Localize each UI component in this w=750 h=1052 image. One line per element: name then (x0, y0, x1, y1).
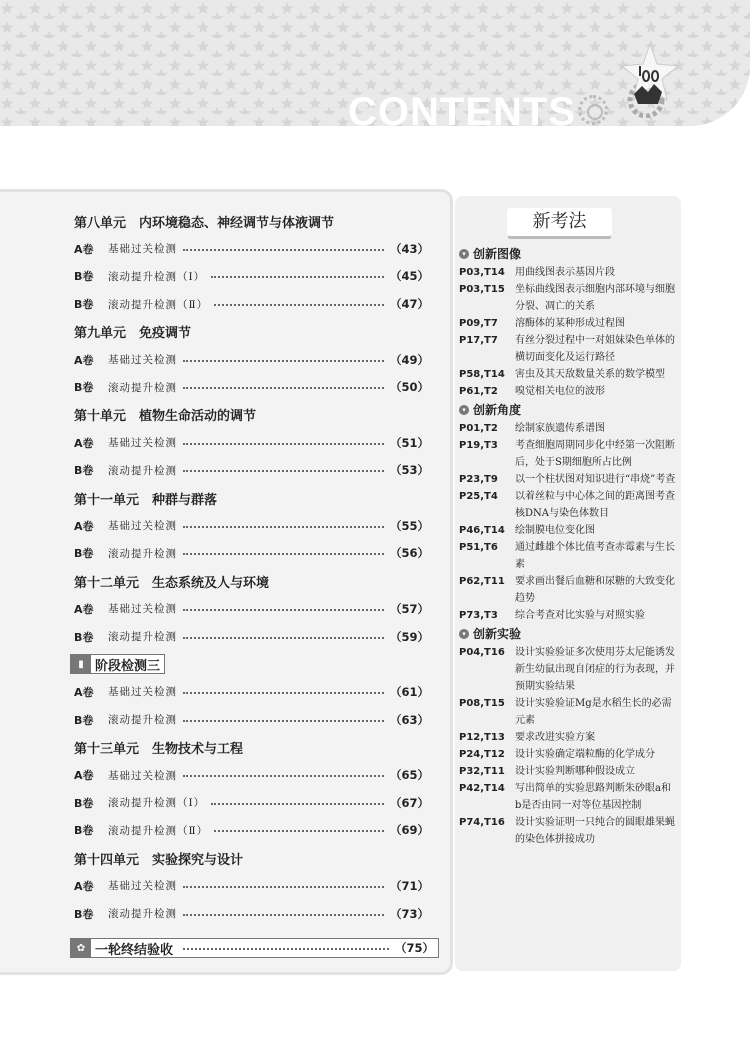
dot-leader (211, 276, 384, 278)
page-number: （49） (389, 352, 429, 367)
toc-entry[interactable] (74, 377, 429, 397)
dot-leader (183, 775, 384, 777)
page-number: （73） (389, 906, 429, 921)
category-heading (459, 244, 677, 264)
method-item (459, 607, 677, 624)
toc-entry[interactable] (74, 710, 429, 730)
method-item (459, 332, 677, 366)
dot-leader (211, 803, 384, 805)
question-description: 设计实验判断哪种假设成立 (515, 766, 635, 777)
dot-leader (183, 948, 389, 950)
question-description: 综合考查对比实验与对照实验 (515, 610, 645, 621)
paper-label: B卷 (74, 796, 94, 810)
method-item (459, 814, 677, 848)
paper-label: A卷 (74, 879, 94, 893)
toc-entry[interactable] (74, 460, 429, 480)
dot-leader (183, 637, 384, 639)
question-description: 溶酶体的某种形成过程图 (515, 318, 625, 329)
question-code: P25,T4 (459, 491, 498, 502)
method-item (459, 383, 677, 400)
dot-leader (183, 249, 384, 251)
page-number: （63） (389, 712, 429, 727)
new-methods-list (459, 244, 677, 848)
chevron-down-icon: ▾ (459, 629, 469, 639)
dot-leader (214, 304, 384, 306)
question-description: 以一个柱状图对知识进行“串烧”考查 (515, 474, 676, 485)
method-item (459, 729, 677, 746)
method-item (459, 488, 677, 522)
category-label: 创新角度 (473, 403, 522, 417)
paper-label: B卷 (74, 464, 94, 478)
method-item (459, 763, 677, 780)
entry-title: 滚动提升检测 (108, 908, 177, 920)
paper-label: A卷 (74, 436, 94, 450)
category-label: 创新图像 (473, 247, 522, 261)
question-code: P51,T6 (459, 542, 498, 553)
question-code: P17,T7 (459, 335, 498, 346)
toc-entry[interactable] (74, 682, 429, 702)
toc-entry[interactable] (74, 904, 429, 924)
question-code: P01,T2 (459, 423, 498, 434)
toc-entry[interactable] (74, 543, 429, 563)
page-number: （59） (389, 629, 429, 644)
page-number: （56） (389, 546, 429, 561)
stage-heading[interactable] (70, 654, 165, 674)
header-banner (0, 0, 750, 126)
dot-leader (183, 553, 384, 555)
question-description: 嗅觉相关电位的波形 (515, 386, 605, 397)
toc-entry[interactable] (74, 793, 429, 813)
question-code: P04,T16 (459, 647, 505, 658)
question-code: P24,T12 (459, 749, 505, 760)
page-number: （75） (394, 941, 434, 955)
entry-title: 基础过关检测 (108, 243, 177, 256)
paper-label: A卷 (74, 519, 94, 533)
method-item (459, 420, 677, 437)
question-description: 坐标曲线图表示细胞内部环境与细胞分裂、凋亡的关系 (515, 284, 675, 312)
page-number: （55） (389, 518, 429, 533)
entry-title: 滚动提升检测（Ⅰ） (108, 270, 206, 283)
new-methods-title: 新考法 (507, 208, 612, 236)
page-number: （57） (389, 601, 429, 616)
dot-leader (183, 360, 384, 362)
question-code: P46,T14 (459, 525, 505, 536)
question-code: P09,T7 (459, 318, 498, 329)
unit-heading[interactable]: 第八单元 内环境稳态、神经调节与体液调节 (74, 215, 335, 231)
page-number: （50） (389, 380, 429, 395)
question-description: 绘制膜电位变化图 (515, 525, 595, 536)
unit-heading[interactable]: 第十一单元 种群与群落 (74, 492, 218, 508)
paper-label: B卷 (74, 270, 94, 284)
entry-title: 基础过关检测 (108, 769, 177, 782)
toc-entry[interactable] (74, 820, 429, 840)
chevron-down-icon: ▾ (459, 405, 469, 415)
bar-chart-icon: ▮ (71, 655, 91, 673)
dot-leader (183, 526, 384, 528)
page-number: （71） (389, 878, 429, 893)
dot-leader (183, 720, 384, 722)
page-number: （51） (389, 435, 429, 450)
question-description: 要求改进实验方案 (515, 732, 595, 743)
toc-entry[interactable] (74, 294, 429, 314)
method-item (459, 315, 677, 332)
entry-title: 滚动提升检测 (108, 714, 177, 727)
paper-label: B卷 (74, 713, 94, 727)
entry-title: 滚动提升检测（Ⅱ） (108, 298, 209, 311)
dot-leader (183, 692, 384, 694)
entry-title: 滚动提升检测（Ⅱ） (108, 824, 209, 837)
question-description: 以着丝粒与中心体之间的距离图考查核DNA与染色体数目 (515, 491, 675, 519)
method-item (459, 539, 677, 573)
method-item (459, 366, 677, 383)
page-number: （67） (389, 795, 429, 810)
toc-entry[interactable] (74, 599, 429, 619)
toc-entry[interactable] (74, 765, 429, 785)
method-item (459, 573, 677, 607)
question-description: 设计实验确定端粒酶的化学成分 (515, 749, 655, 760)
question-description: 设计实验证明一只纯合的圆眼雄果蝇的染色体拼接成功 (515, 817, 675, 845)
unit-heading[interactable]: 第十四单元 实验探究与设计 (74, 852, 244, 868)
final-exam-label: 一轮终结验收 (95, 942, 174, 958)
entry-title: 基础过关检测 (108, 520, 177, 533)
dot-leader (214, 830, 384, 832)
entry-title: 滚动提升检测 (108, 464, 177, 477)
entry-title: 基础过关检测 (108, 354, 177, 366)
question-description: 通过雌雄个体比值考查赤霉素与生长素 (515, 542, 675, 570)
paper-label: B卷 (74, 547, 94, 561)
method-item (459, 746, 677, 763)
method-item (459, 281, 677, 315)
question-description: 用曲线图表示基因片段 (515, 267, 615, 278)
paper-label: A卷 (74, 685, 94, 699)
question-code: P58,T14 (459, 369, 505, 380)
question-code: P19,T3 (459, 440, 498, 451)
toc-entry[interactable] (74, 627, 429, 647)
toc-entry[interactable] (74, 516, 429, 536)
entry-title: 基础过关检测 (108, 603, 177, 616)
paper-label: A卷 (74, 242, 94, 256)
entry-title: 滚动提升检测 (108, 381, 177, 394)
paper-label: A卷 (74, 769, 94, 782)
question-code: P03,T14 (459, 267, 505, 278)
dot-leader (183, 609, 384, 611)
gear-icon: ✿ (71, 939, 91, 957)
toc-entry[interactable] (74, 350, 429, 370)
dot-leader (183, 470, 384, 472)
page-number: （61） (389, 684, 429, 699)
unit-heading[interactable]: 第十三单元 生物技术与工程 (74, 741, 244, 757)
question-code: P61,T2 (459, 386, 498, 397)
question-code: P03,T15 (459, 284, 505, 295)
unit-heading[interactable]: 第十单元 植物生命活动的调节 (74, 409, 257, 425)
question-description: 考查细胞周期同步化中经第一次阻断后，处于S期细胞所占比例 (515, 440, 675, 468)
paper-label: B卷 (74, 824, 94, 838)
entry-title: 滚动提升检测 (108, 547, 177, 560)
entry-title: 基础过关检测 (108, 437, 177, 450)
category-heading (459, 400, 677, 420)
entry-title: 基础过关检测 (108, 686, 177, 699)
question-description: 绘制家族遗传系谱图 (515, 423, 605, 434)
page-number: （45） (389, 269, 429, 284)
method-item (459, 780, 677, 814)
page-number: （65） (389, 768, 429, 782)
paper-label: B卷 (74, 907, 94, 921)
question-description: 有丝分裂过程中一对姐妹染色单体的横切面变化及运行路径 (515, 335, 675, 363)
question-code: P08,T15 (459, 698, 505, 709)
page-number: （69） (389, 823, 429, 838)
question-code: P32,T11 (459, 766, 505, 777)
page-number: （43） (389, 241, 429, 256)
question-code: P74,T16 (459, 817, 505, 828)
question-code: P62,T11 (459, 576, 505, 587)
question-code: P73,T3 (459, 610, 498, 621)
paper-label: A卷 (74, 353, 94, 367)
toc-entry[interactable] (74, 266, 429, 286)
contents-title: CONTENTS (348, 92, 576, 126)
paper-label: B卷 (74, 381, 94, 395)
method-item (459, 695, 677, 729)
stage-heading-label: 阶段检测三 (95, 658, 161, 674)
category-heading (459, 624, 677, 644)
question-code: P23,T9 (459, 474, 498, 485)
star-mascot-icon (620, 42, 680, 118)
dot-leader (183, 387, 384, 389)
question-description: 设计实验验证Mg是水稻生长的必需元素 (515, 698, 672, 726)
unit-heading[interactable]: 第九单元 免疫调节 (74, 326, 192, 342)
question-description: 要求画出餐后血糖和尿糖的大致变化趋势 (515, 576, 675, 604)
chevron-down-icon: ▾ (459, 249, 469, 259)
unit-heading[interactable]: 第十二单元 生态系统及人与环境 (74, 575, 270, 591)
dot-leader (183, 886, 384, 888)
new-methods-panel (455, 196, 681, 971)
final-exam-entry[interactable] (70, 938, 439, 958)
dot-leader (183, 443, 384, 445)
page-number: （47） (389, 297, 429, 312)
question-code: P12,T13 (459, 732, 505, 743)
question-code: P42,T14 (459, 783, 505, 794)
question-description: 害虫及其天敌数量关系的数学模型 (515, 369, 665, 380)
page-number: （53） (389, 463, 429, 478)
question-description: 设计实验验证多次使用芬太尼能诱发新生幼鼠出现自闭症的行为表现，并预期实验结果 (515, 647, 675, 692)
entry-title: 滚动提升检测 (108, 631, 177, 643)
paper-label: B卷 (74, 298, 94, 312)
gear-icon (578, 95, 608, 125)
question-description: 写出简单的实验思路判断朱砂眼a和b是否由同一对等位基因控制 (515, 783, 671, 811)
toc-entry[interactable] (74, 433, 429, 453)
entry-title: 滚动提升检测（Ⅰ） (108, 797, 206, 810)
method-item (459, 522, 677, 539)
category-label: 创新实验 (473, 627, 522, 641)
method-item (459, 437, 677, 471)
toc-entry[interactable] (74, 876, 429, 896)
toc-entry[interactable] (74, 239, 429, 259)
dot-leader (183, 914, 384, 916)
method-item (459, 471, 677, 488)
entry-title: 基础过关检测 (108, 880, 177, 893)
paper-label: B卷 (74, 630, 94, 644)
paper-label: A卷 (74, 602, 94, 616)
method-item (459, 264, 677, 281)
method-item (459, 644, 677, 695)
